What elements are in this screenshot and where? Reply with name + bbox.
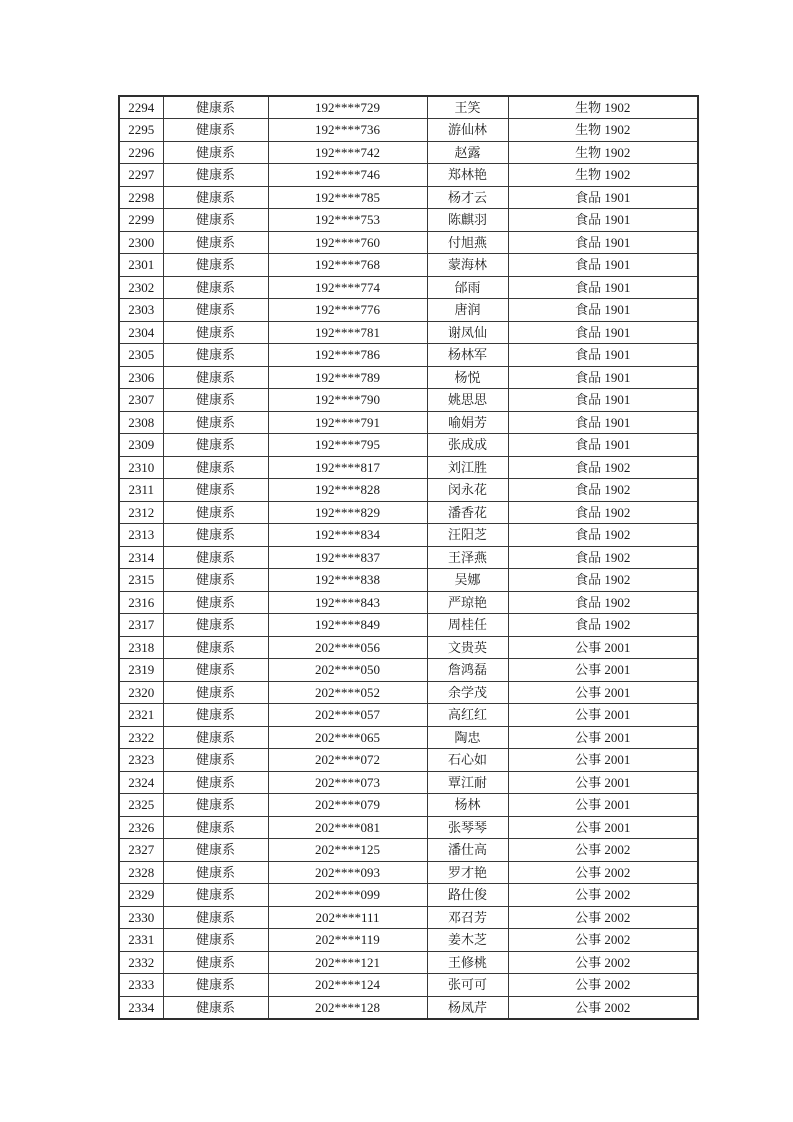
cell-department: 健康系	[163, 996, 268, 1019]
cell-student-id: 192****817	[268, 456, 427, 479]
cell-student-id: 192****834	[268, 524, 427, 547]
cell-class-name: 公事 2001	[508, 704, 698, 727]
cell-student-id: 202****111	[268, 906, 427, 929]
table-row	[119, 591, 698, 614]
cell-student-id: 192****742	[268, 141, 427, 164]
table-row	[119, 951, 698, 974]
cell-department: 健康系	[163, 659, 268, 682]
cell-student-id: 192****729	[268, 96, 427, 119]
cell-row-number: 2308	[119, 411, 163, 434]
table-row	[119, 344, 698, 367]
cell-student-id: 202****119	[268, 929, 427, 952]
table-row	[119, 884, 698, 907]
cell-student-name: 文贵英	[427, 636, 508, 659]
cell-student-id: 202****079	[268, 794, 427, 817]
table-row	[119, 366, 698, 389]
table-row	[119, 186, 698, 209]
cell-department: 健康系	[163, 501, 268, 524]
cell-class-name: 食品 1902	[508, 456, 698, 479]
cell-row-number: 2298	[119, 186, 163, 209]
cell-student-name: 刘江胜	[427, 456, 508, 479]
cell-department: 健康系	[163, 681, 268, 704]
table-row	[119, 141, 698, 164]
cell-row-number: 2314	[119, 546, 163, 569]
cell-row-number: 2323	[119, 749, 163, 772]
cell-student-id: 202****057	[268, 704, 427, 727]
cell-class-name: 食品 1902	[508, 614, 698, 637]
cell-department: 健康系	[163, 749, 268, 772]
cell-row-number: 2315	[119, 569, 163, 592]
table-row	[119, 929, 698, 952]
cell-class-name: 食品 1901	[508, 209, 698, 232]
cell-class-name: 食品 1901	[508, 321, 698, 344]
cell-student-name: 詹鸿磊	[427, 659, 508, 682]
cell-student-name: 陈麒羽	[427, 209, 508, 232]
cell-student-id: 202****081	[268, 816, 427, 839]
cell-row-number: 2299	[119, 209, 163, 232]
cell-department: 健康系	[163, 524, 268, 547]
cell-department: 健康系	[163, 816, 268, 839]
cell-department: 健康系	[163, 366, 268, 389]
cell-student-name: 石心如	[427, 749, 508, 772]
cell-class-name: 公事 2002	[508, 884, 698, 907]
cell-student-name: 汪阳芝	[427, 524, 508, 547]
cell-student-id: 192****774	[268, 276, 427, 299]
cell-student-name: 蒙海林	[427, 254, 508, 277]
cell-class-name: 生物 1902	[508, 141, 698, 164]
cell-student-name: 余学茂	[427, 681, 508, 704]
cell-department: 健康系	[163, 636, 268, 659]
cell-department: 健康系	[163, 254, 268, 277]
cell-student-name: 张成成	[427, 434, 508, 457]
cell-class-name: 公事 2002	[508, 929, 698, 952]
cell-department: 健康系	[163, 951, 268, 974]
table-row	[119, 794, 698, 817]
cell-student-id: 192****736	[268, 119, 427, 142]
cell-student-id: 192****791	[268, 411, 427, 434]
cell-row-number: 2328	[119, 861, 163, 884]
cell-department: 健康系	[163, 209, 268, 232]
cell-student-id: 192****789	[268, 366, 427, 389]
cell-row-number: 2305	[119, 344, 163, 367]
table-row	[119, 771, 698, 794]
cell-row-number: 2318	[119, 636, 163, 659]
table-row	[119, 456, 698, 479]
cell-class-name: 公事 2001	[508, 771, 698, 794]
cell-row-number: 2317	[119, 614, 163, 637]
cell-class-name: 食品 1901	[508, 231, 698, 254]
cell-student-name: 唐润	[427, 299, 508, 322]
table-row	[119, 704, 698, 727]
cell-class-name: 公事 2002	[508, 996, 698, 1019]
cell-student-name: 游仙林	[427, 119, 508, 142]
cell-student-id: 202****065	[268, 726, 427, 749]
cell-department: 健康系	[163, 119, 268, 142]
cell-student-name: 严琼艳	[427, 591, 508, 614]
cell-row-number: 2310	[119, 456, 163, 479]
cell-class-name: 食品 1901	[508, 276, 698, 299]
cell-class-name: 公事 2001	[508, 681, 698, 704]
cell-student-id: 192****843	[268, 591, 427, 614]
table-row	[119, 434, 698, 457]
cell-department: 健康系	[163, 726, 268, 749]
cell-student-name: 周桂任	[427, 614, 508, 637]
student-roster-table	[118, 95, 699, 1020]
cell-row-number: 2325	[119, 794, 163, 817]
cell-student-name: 杨悦	[427, 366, 508, 389]
cell-class-name: 食品 1901	[508, 411, 698, 434]
table-row	[119, 254, 698, 277]
cell-row-number: 2331	[119, 929, 163, 952]
table-row	[119, 299, 698, 322]
cell-row-number: 2330	[119, 906, 163, 929]
table-row	[119, 546, 698, 569]
table-row	[119, 659, 698, 682]
cell-student-name: 吴娜	[427, 569, 508, 592]
cell-class-name: 公事 2002	[508, 951, 698, 974]
cell-department: 健康系	[163, 344, 268, 367]
cell-student-name: 张琴琴	[427, 816, 508, 839]
table-row	[119, 231, 698, 254]
cell-row-number: 2313	[119, 524, 163, 547]
cell-class-name: 食品 1902	[508, 569, 698, 592]
table-row	[119, 614, 698, 637]
cell-class-name: 公事 2002	[508, 974, 698, 997]
cell-department: 健康系	[163, 884, 268, 907]
cell-student-name: 杨凤芹	[427, 996, 508, 1019]
cell-student-name: 路仕俊	[427, 884, 508, 907]
cell-student-id: 192****795	[268, 434, 427, 457]
cell-student-id: 202****125	[268, 839, 427, 862]
table-row	[119, 119, 698, 142]
cell-row-number: 2334	[119, 996, 163, 1019]
cell-student-id: 192****785	[268, 186, 427, 209]
cell-student-id: 192****828	[268, 479, 427, 502]
table-row	[119, 726, 698, 749]
cell-row-number: 2333	[119, 974, 163, 997]
cell-class-name: 食品 1901	[508, 344, 698, 367]
cell-row-number: 2321	[119, 704, 163, 727]
cell-student-name: 邰雨	[427, 276, 508, 299]
cell-row-number: 2309	[119, 434, 163, 457]
cell-class-name: 公事 2001	[508, 636, 698, 659]
cell-row-number: 2307	[119, 389, 163, 412]
table-row	[119, 209, 698, 232]
cell-department: 健康系	[163, 974, 268, 997]
cell-row-number: 2295	[119, 119, 163, 142]
cell-student-name: 喻娟芳	[427, 411, 508, 434]
cell-student-id: 202****128	[268, 996, 427, 1019]
cell-department: 健康系	[163, 411, 268, 434]
cell-student-name: 姚思思	[427, 389, 508, 412]
cell-row-number: 2303	[119, 299, 163, 322]
cell-student-id: 202****124	[268, 974, 427, 997]
cell-student-id: 192****753	[268, 209, 427, 232]
table-row	[119, 569, 698, 592]
cell-row-number: 2294	[119, 96, 163, 119]
table-row	[119, 839, 698, 862]
cell-class-name: 食品 1901	[508, 434, 698, 457]
cell-class-name: 生物 1902	[508, 119, 698, 142]
cell-class-name: 生物 1902	[508, 96, 698, 119]
cell-class-name: 公事 2001	[508, 659, 698, 682]
cell-student-name: 高红红	[427, 704, 508, 727]
cell-student-id: 192****838	[268, 569, 427, 592]
cell-student-name: 杨林	[427, 794, 508, 817]
cell-student-id: 192****786	[268, 344, 427, 367]
table-row	[119, 411, 698, 434]
table-row	[119, 681, 698, 704]
cell-class-name: 生物 1902	[508, 164, 698, 187]
cell-row-number: 2312	[119, 501, 163, 524]
cell-class-name: 公事 2001	[508, 794, 698, 817]
cell-student-id: 192****781	[268, 321, 427, 344]
cell-class-name: 公事 2002	[508, 839, 698, 862]
table-row	[119, 276, 698, 299]
cell-student-id: 202****052	[268, 681, 427, 704]
cell-student-id: 192****849	[268, 614, 427, 637]
cell-row-number: 2316	[119, 591, 163, 614]
cell-department: 健康系	[163, 591, 268, 614]
cell-row-number: 2320	[119, 681, 163, 704]
cell-department: 健康系	[163, 479, 268, 502]
table-row	[119, 501, 698, 524]
cell-student-id: 202****072	[268, 749, 427, 772]
cell-row-number: 2324	[119, 771, 163, 794]
table-row	[119, 906, 698, 929]
cell-department: 健康系	[163, 231, 268, 254]
cell-class-name: 食品 1902	[508, 524, 698, 547]
cell-student-name: 郑林艳	[427, 164, 508, 187]
cell-class-name: 公事 2001	[508, 726, 698, 749]
cell-student-id: 202****121	[268, 951, 427, 974]
cell-student-name: 王笑	[427, 96, 508, 119]
table-row	[119, 321, 698, 344]
cell-student-id: 192****837	[268, 546, 427, 569]
cell-class-name: 公事 2001	[508, 816, 698, 839]
cell-class-name: 食品 1901	[508, 389, 698, 412]
cell-row-number: 2329	[119, 884, 163, 907]
cell-class-name: 食品 1901	[508, 254, 698, 277]
cell-department: 健康系	[163, 389, 268, 412]
cell-student-id: 192****790	[268, 389, 427, 412]
roster-table-body	[119, 96, 698, 1019]
cell-student-name: 罗才艳	[427, 861, 508, 884]
cell-department: 健康系	[163, 704, 268, 727]
cell-class-name: 食品 1901	[508, 299, 698, 322]
cell-class-name: 公事 2002	[508, 906, 698, 929]
cell-department: 健康系	[163, 434, 268, 457]
table-row	[119, 389, 698, 412]
cell-class-name: 食品 1902	[508, 546, 698, 569]
cell-department: 健康系	[163, 839, 268, 862]
cell-student-id: 202****056	[268, 636, 427, 659]
cell-student-name: 闵永花	[427, 479, 508, 502]
table-row	[119, 749, 698, 772]
table-row	[119, 636, 698, 659]
table-row	[119, 479, 698, 502]
cell-student-id: 192****760	[268, 231, 427, 254]
cell-row-number: 2302	[119, 276, 163, 299]
cell-class-name: 食品 1902	[508, 591, 698, 614]
table-row	[119, 861, 698, 884]
cell-row-number: 2297	[119, 164, 163, 187]
cell-class-name: 公事 2002	[508, 861, 698, 884]
cell-department: 健康系	[163, 794, 268, 817]
cell-row-number: 2327	[119, 839, 163, 862]
cell-row-number: 2304	[119, 321, 163, 344]
table-row	[119, 996, 698, 1019]
cell-student-name: 赵露	[427, 141, 508, 164]
cell-row-number: 2301	[119, 254, 163, 277]
cell-department: 健康系	[163, 771, 268, 794]
cell-department: 健康系	[163, 861, 268, 884]
cell-row-number: 2326	[119, 816, 163, 839]
cell-student-name: 邓召芳	[427, 906, 508, 929]
cell-department: 健康系	[163, 569, 268, 592]
cell-student-id: 202****093	[268, 861, 427, 884]
table-row	[119, 96, 698, 119]
cell-department: 健康系	[163, 929, 268, 952]
cell-student-name: 姜木芝	[427, 929, 508, 952]
cell-row-number: 2311	[119, 479, 163, 502]
cell-student-id: 192****746	[268, 164, 427, 187]
cell-class-name: 公事 2001	[508, 749, 698, 772]
cell-department: 健康系	[163, 906, 268, 929]
cell-student-id: 192****776	[268, 299, 427, 322]
cell-student-name: 杨林军	[427, 344, 508, 367]
cell-student-name: 张可可	[427, 974, 508, 997]
cell-department: 健康系	[163, 186, 268, 209]
cell-student-id: 202****073	[268, 771, 427, 794]
cell-class-name: 食品 1901	[508, 186, 698, 209]
cell-student-name: 王泽燕	[427, 546, 508, 569]
cell-student-name: 付旭燕	[427, 231, 508, 254]
cell-department: 健康系	[163, 299, 268, 322]
cell-student-name: 谢凤仙	[427, 321, 508, 344]
cell-class-name: 食品 1902	[508, 501, 698, 524]
table-row	[119, 164, 698, 187]
cell-row-number: 2300	[119, 231, 163, 254]
cell-student-id: 192****829	[268, 501, 427, 524]
cell-row-number: 2296	[119, 141, 163, 164]
cell-class-name: 食品 1901	[508, 366, 698, 389]
cell-department: 健康系	[163, 321, 268, 344]
cell-student-name: 覃江耐	[427, 771, 508, 794]
table-row	[119, 974, 698, 997]
cell-student-name: 杨才云	[427, 186, 508, 209]
cell-student-id: 202****099	[268, 884, 427, 907]
cell-student-name: 陶忠	[427, 726, 508, 749]
cell-row-number: 2319	[119, 659, 163, 682]
cell-row-number: 2306	[119, 366, 163, 389]
cell-student-name: 潘香花	[427, 501, 508, 524]
cell-department: 健康系	[163, 141, 268, 164]
cell-student-id: 202****050	[268, 659, 427, 682]
cell-department: 健康系	[163, 546, 268, 569]
cell-department: 健康系	[163, 164, 268, 187]
cell-row-number: 2322	[119, 726, 163, 749]
cell-class-name: 食品 1902	[508, 479, 698, 502]
cell-department: 健康系	[163, 456, 268, 479]
cell-row-number: 2332	[119, 951, 163, 974]
cell-student-id: 192****768	[268, 254, 427, 277]
cell-department: 健康系	[163, 96, 268, 119]
cell-department: 健康系	[163, 276, 268, 299]
cell-department: 健康系	[163, 614, 268, 637]
table-row	[119, 816, 698, 839]
table-row	[119, 524, 698, 547]
cell-student-name: 潘仕高	[427, 839, 508, 862]
cell-student-name: 王修桃	[427, 951, 508, 974]
